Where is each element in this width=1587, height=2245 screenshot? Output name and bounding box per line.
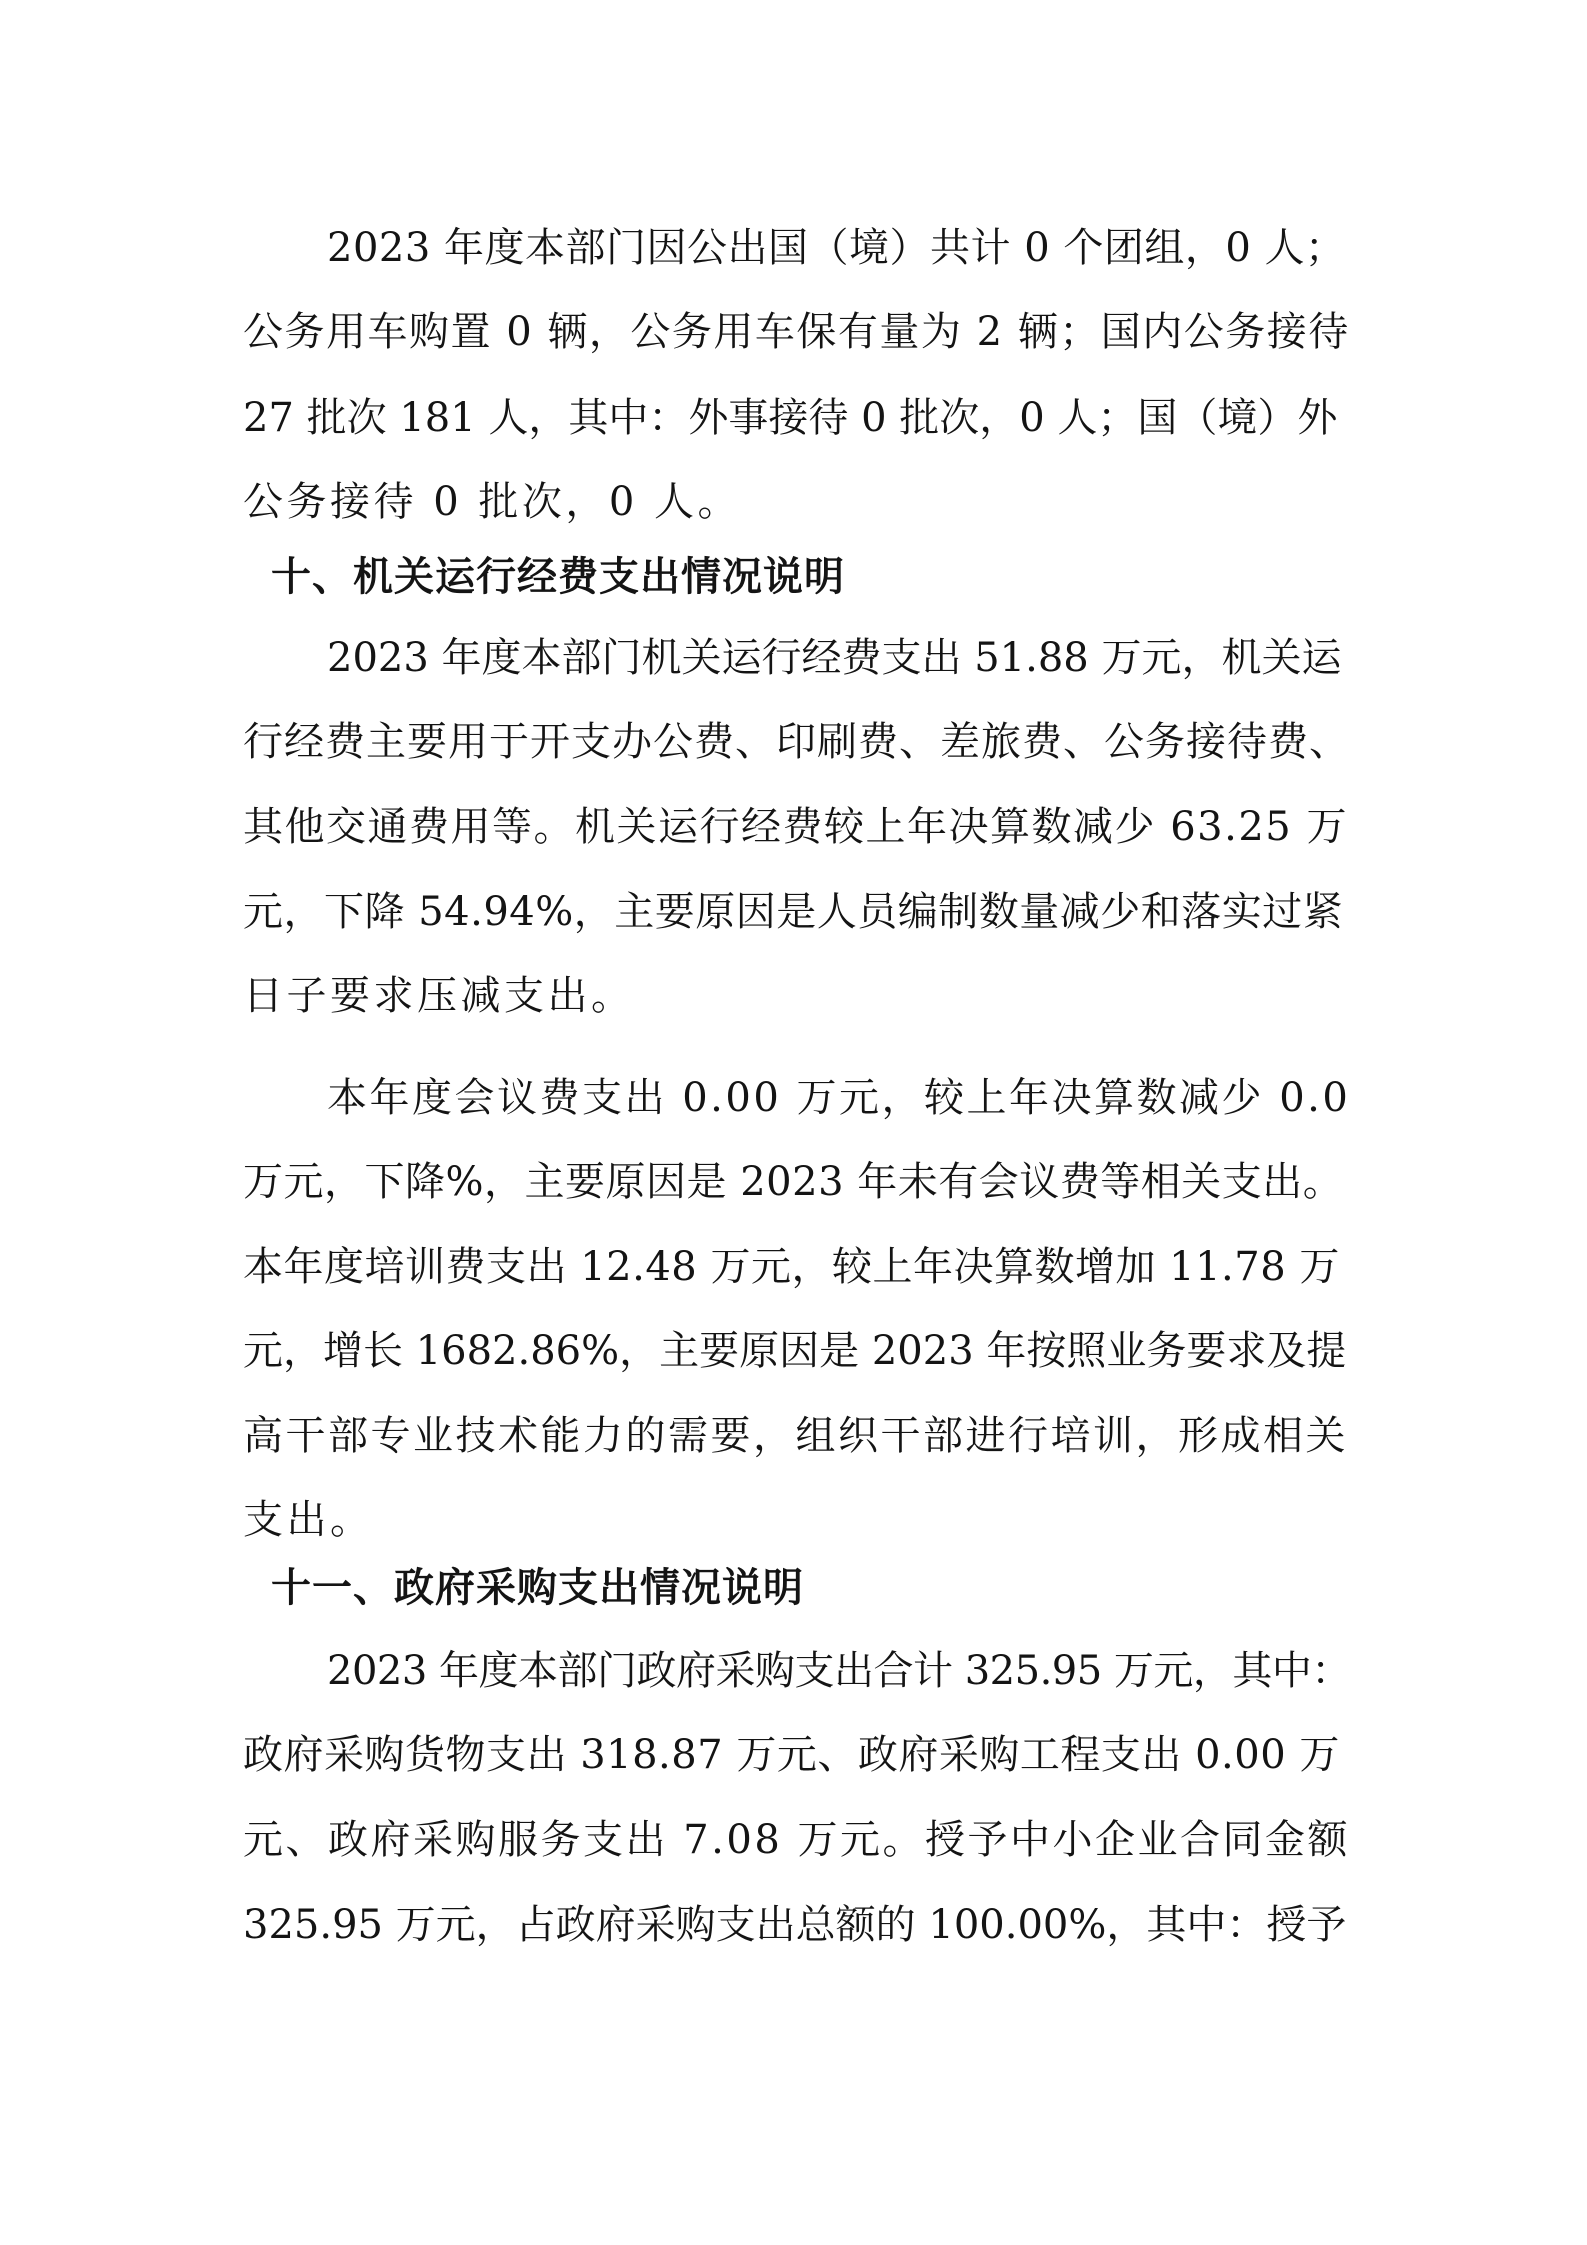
paragraph-4-line-3: 元、政府采购服务支出 7.08 万元。授予中小企业合同金额 <box>243 1817 1350 1863</box>
section-heading-10: 十、机关运行经费支出情况说明 <box>271 554 845 600</box>
paragraph-4-line-4: 325.95 万元，占政府采购支出总额的 100.00%，其中：授予 <box>243 1902 1347 1948</box>
paragraph-3-line-2: 万元，下降%，主要原因是 2023 年未有会议费等相关支出。 <box>243 1159 1344 1205</box>
paragraph-1-line-3: 27 批次 181 人，其中：外事接待 0 批次，0 人；国（境）外 <box>243 395 1338 441</box>
paragraph-1-line-2: 公务用车购置 0 辆，公务用车保有量为 2 辆；国内公务接待 <box>243 309 1350 355</box>
paragraph-2-line-1: 2023 年度本部门机关运行经费支出 51.88 万元，机关运 <box>327 635 1342 681</box>
paragraph-1-line-1: 2023 年度本部门因公出国（境）共计 0 个团组，0 人； <box>327 225 1346 271</box>
section-heading-11: 十一、政府采购支出情况说明 <box>271 1565 804 1611</box>
paragraph-4-line-1: 2023 年度本部门政府采购支出合计 325.95 万元，其中： <box>327 1648 1351 1694</box>
paragraph-2-line-2: 行经费主要用于开支办公费、印刷费、差旅费、公务接待费、 <box>243 719 1350 765</box>
paragraph-1-line-4: 公务接待 0 批次，0 人。 <box>243 479 742 525</box>
paragraph-4-line-2: 政府采购货物支出 318.87 万元、政府采购工程支出 0.00 万 <box>243 1732 1340 1778</box>
paragraph-3-line-6: 支出。 <box>243 1497 374 1543</box>
paragraph-3-line-4: 元，增长 1682.86%，主要原因是 2023 年按照业务要求及提 <box>243 1328 1347 1374</box>
paragraph-2-line-5: 日子要求压减支出。 <box>243 973 635 1019</box>
paragraph-3-line-3: 本年度培训费支出 12.48 万元，较上年决算数增加 11.78 万 <box>243 1244 1340 1290</box>
paragraph-3-line-1: 本年度会议费支出 0.00 万元，较上年决算数减少 0.0 <box>327 1075 1351 1121</box>
paragraph-2-line-3: 其他交通费用等。机关运行经费较上年决算数减少 63.25 万 <box>243 804 1348 850</box>
paragraph-3-line-5: 高干部专业技术能力的需要，组织干部进行培训，形成相关 <box>243 1413 1348 1459</box>
paragraph-2-line-4: 元，下降 54.94%，主要原因是人员编制数量减少和落实过紧 <box>243 889 1344 935</box>
